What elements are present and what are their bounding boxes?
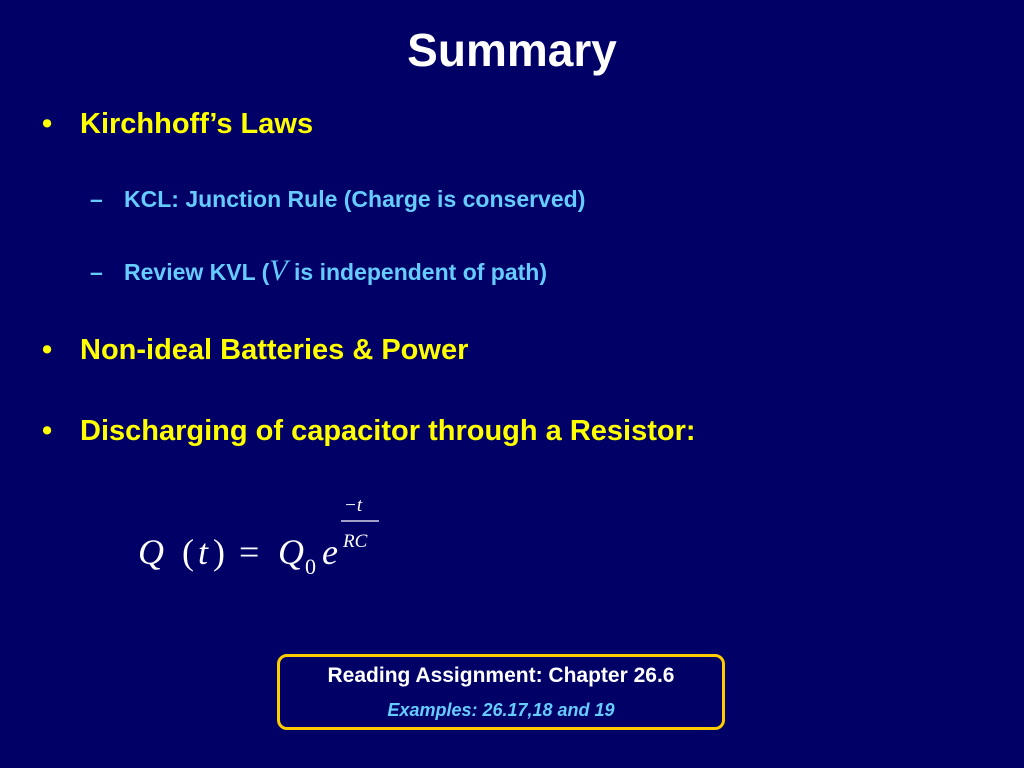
bullet-discharging	[42, 413, 696, 449]
bullet-label: Discharging of capacitor through a Resistor:	[80, 415, 696, 447]
sub-bullet-label-before: Review KVL (	[124, 259, 270, 285]
formula-e: e	[322, 532, 338, 572]
formula-t: t	[198, 532, 209, 572]
reading-assignment-text: Reading Assignment: Chapter 26.6	[327, 664, 675, 687]
bullet-batteries	[42, 332, 468, 368]
formula-subscript: 0	[305, 554, 316, 579]
reading-assignment-box	[277, 654, 725, 730]
dash-marker: –	[90, 186, 103, 212]
sub-bullet-kvl	[90, 256, 547, 287]
bullet-label: Kirchhoff’s Laws	[80, 108, 314, 140]
bullet-marker: •	[42, 415, 53, 447]
discharge-formula	[138, 494, 398, 586]
sub-bullet-label-after: is independent of path)	[287, 259, 548, 285]
slide-title: Summary	[407, 24, 617, 76]
sub-bullet-label: KCL: Junction Rule (Charge is conserved)	[124, 186, 586, 212]
formula-exp-denominator: RC	[343, 531, 368, 552]
dash-marker: –	[90, 259, 103, 285]
bullet-label: Non-ideal Batteries & Power	[80, 334, 469, 366]
bullet-marker: •	[42, 334, 53, 366]
formula-q: Q	[138, 532, 164, 572]
formula-lparen: (	[182, 532, 194, 572]
formula-rparen: )	[213, 532, 225, 572]
bullet-kirchhoff	[42, 106, 313, 142]
formula-q0: Q	[278, 532, 304, 572]
bullet-marker: •	[42, 108, 53, 140]
sub-bullet-kcl	[90, 184, 585, 214]
reading-examples-text: Examples: 26.17,18 and 19	[387, 700, 615, 720]
formula-exp-numerator: −t	[344, 495, 363, 516]
formula-equals: =	[239, 532, 260, 572]
voltage-variable: V	[269, 254, 288, 287]
